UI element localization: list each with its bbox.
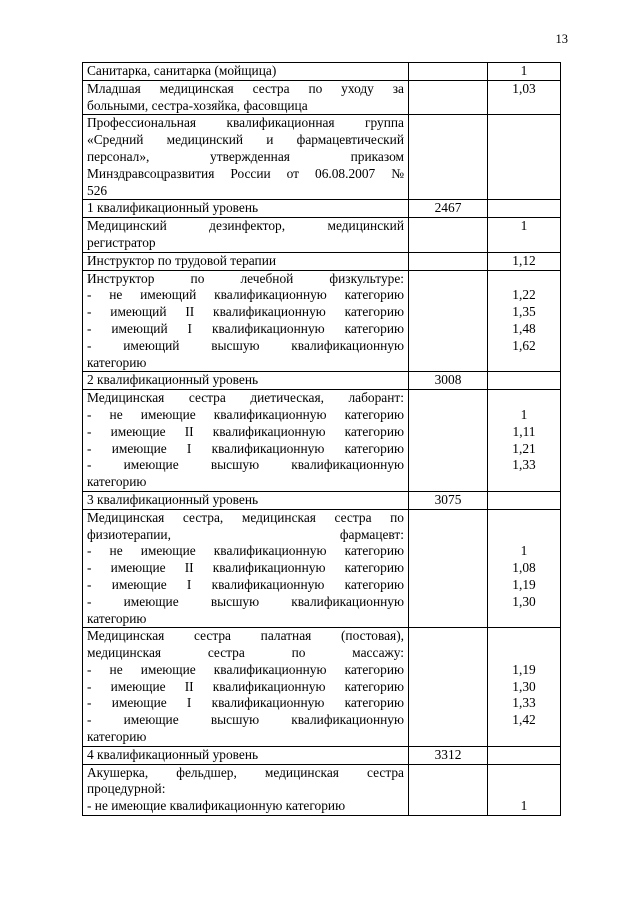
table-row — [83, 764, 561, 815]
table-row — [83, 509, 561, 628]
position-text-line: категорию — [87, 610, 147, 626]
position-text-line: - имеющие I квалификационную категорию — [87, 576, 404, 592]
position-text-line: 3 квалификационный уровень — [87, 491, 259, 507]
position-cell — [83, 252, 409, 270]
page-number: 13 — [555, 32, 568, 46]
table-row — [83, 63, 561, 81]
position-text-line: - имеющий высшую квалификационную — [87, 337, 404, 353]
position-text-line: - имеющие II квалификационную категорию — [87, 560, 404, 576]
base-salary-cell — [409, 200, 488, 218]
position-text-line: - имеющие высшую квалификационную — [87, 593, 404, 609]
coefficient-value: 1,30 — [512, 678, 536, 694]
base-salary-cell — [409, 252, 488, 270]
table-row — [83, 270, 561, 372]
position-cell — [83, 372, 409, 390]
base-salary-value: 3075 — [434, 491, 462, 507]
position-text-line: Профессиональная квалификационная группа — [87, 115, 404, 131]
coefficient-value: 1 — [520, 218, 528, 234]
coefficient-cell — [488, 63, 561, 81]
coefficient-value: 1,48 — [512, 320, 536, 336]
position-text-line: Санитарка, санитарка (мойщица) — [87, 63, 277, 78]
coefficient-cell — [488, 491, 561, 509]
position-cell — [83, 628, 409, 747]
position-text-line: - не имеющие квалификационную категорию — [87, 798, 346, 814]
position-text-line: физиотерапии, фармацевт: — [87, 526, 404, 542]
coefficient-cell — [488, 115, 561, 200]
position-text-line: - не имеющий квалификационную категорию — [87, 287, 404, 303]
table-row — [83, 491, 561, 509]
coefficient-value: 1 — [520, 798, 528, 814]
position-cell — [83, 270, 409, 372]
coefficient-value: 1,21 — [512, 440, 536, 456]
spacer — [492, 390, 556, 407]
position-text-line: - имеющие I квалификационную категорию — [87, 440, 404, 456]
position-text-line: медицинская сестра по массажу: — [87, 645, 404, 661]
table-row — [83, 746, 561, 764]
spacer — [492, 271, 556, 288]
coefficient-cell — [488, 270, 561, 372]
coefficient-cell — [488, 252, 561, 270]
coefficient-value: 1,19 — [512, 576, 536, 592]
coefficient-value: 1,11 — [512, 423, 536, 439]
coefficient-cell — [488, 390, 561, 492]
base-salary-value: 3008 — [434, 372, 462, 388]
coefficient-value: 1,33 — [512, 695, 536, 711]
position-cell — [83, 491, 409, 509]
position-text-line: 526 — [87, 182, 108, 198]
base-salary-cell — [409, 491, 488, 509]
coefficient-value: 1,22 — [512, 287, 536, 303]
spacer — [492, 510, 556, 527]
table-row — [83, 372, 561, 390]
coefficient-value: 1,62 — [512, 337, 536, 353]
base-salary-value: 2467 — [434, 200, 462, 216]
position-text-line: - имеющие II квалификационную категорию — [87, 423, 404, 439]
coefficient-value: 1 — [520, 543, 528, 559]
position-text-line: регистратор — [87, 234, 156, 250]
coefficient-cell — [488, 509, 561, 628]
base-salary-cell — [409, 63, 488, 81]
table-body — [83, 63, 561, 816]
position-text-line: 4 квалификационный уровень — [87, 746, 259, 762]
position-text-line: - имеющий II квалификационную категорию — [87, 304, 404, 320]
table-row — [83, 252, 561, 270]
position-cell — [83, 764, 409, 815]
coefficient-cell — [488, 628, 561, 747]
table-row — [83, 200, 561, 218]
position-text-line: 1 квалификационный уровень — [87, 200, 259, 216]
position-text-line: Медицинская сестра диетическая, лаборант: — [87, 390, 404, 406]
coefficient-cell — [488, 764, 561, 815]
table-row — [83, 218, 561, 253]
position-cell — [83, 200, 409, 218]
table-row — [83, 390, 561, 492]
coefficient-value: 1,35 — [512, 304, 536, 320]
position-cell — [83, 509, 409, 628]
coefficient-value: 1,30 — [512, 593, 536, 609]
position-cell — [83, 63, 409, 81]
position-text-line: - имеющие высшую квалификационную — [87, 712, 404, 728]
coefficient-cell — [488, 80, 561, 115]
base-salary-cell — [409, 390, 488, 492]
position-cell — [83, 115, 409, 200]
position-cell — [83, 746, 409, 764]
position-text-line: категорию — [87, 729, 147, 745]
coefficient-cell — [488, 200, 561, 218]
position-text-line: Медицинская сестра палатная (постовая), — [87, 628, 404, 644]
position-text-line: - не имеющие квалификационную категорию — [87, 661, 404, 677]
base-salary-cell — [409, 764, 488, 815]
base-salary-cell — [409, 270, 488, 372]
position-text-line: Акушерка, фельдшер, медицинская сестра — [87, 764, 404, 780]
spacer — [492, 765, 556, 782]
base-salary-cell — [409, 746, 488, 764]
coefficient-value: 1,08 — [512, 560, 536, 576]
base-salary-value: 3312 — [434, 746, 462, 762]
position-text-line: процедурной: — [87, 781, 166, 797]
position-text-line: - не имеющие квалификационную категорию — [87, 543, 404, 559]
position-text-line: - имеющие II квалификационную категорию — [87, 678, 404, 694]
position-cell — [83, 218, 409, 253]
position-text-line: - не имеющие квалификационную категорию — [87, 406, 404, 422]
position-text-line: «Средний медицинский и фармацевтический — [87, 132, 404, 148]
table-row — [83, 115, 561, 200]
coefficient-cell — [488, 372, 561, 390]
position-text-line: - имеющие высшую квалификационную — [87, 457, 404, 473]
base-salary-cell — [409, 80, 488, 115]
position-text-line: Минздравсоцразвития России от 06.08.2007 № — [87, 165, 404, 181]
spacer — [492, 628, 556, 645]
position-cell — [83, 80, 409, 115]
position-text-line: категорию — [87, 354, 147, 370]
coefficient-value: 1 — [520, 406, 528, 422]
coefficient-value: 1,33 — [512, 457, 536, 473]
coefficient-value: 1,42 — [512, 712, 536, 728]
position-text-line: персонал», утвержденная приказом — [87, 148, 404, 164]
base-salary-cell — [409, 509, 488, 628]
spacer — [492, 527, 556, 544]
position-text-line: - имеющий I квалификационную категорию — [87, 320, 404, 336]
coefficient-value: 1 — [520, 63, 528, 78]
coefficient-cell — [488, 218, 561, 253]
position-text-line: Младшая медицинская сестра по уходу за — [87, 80, 404, 96]
base-salary-cell — [409, 628, 488, 747]
position-cell — [83, 390, 409, 492]
table-row — [83, 628, 561, 747]
position-text-line: Медицинская сестра, медицинская сестра по — [87, 509, 404, 525]
base-salary-cell — [409, 372, 488, 390]
coefficient-value: 1,19 — [512, 661, 536, 677]
table-row — [83, 80, 561, 115]
position-text-line: Инструктор по трудовой терапии — [87, 252, 277, 268]
base-salary-cell — [409, 218, 488, 253]
position-text-line: Медицинский дезинфектор, медицинский — [87, 218, 404, 234]
position-text-line: больными, сестра-хозяйка, фасовщица — [87, 97, 308, 113]
coefficient-value: 1,12 — [512, 252, 536, 268]
spacer — [492, 645, 556, 662]
position-text-line: категорию — [87, 474, 147, 490]
base-salary-cell — [409, 115, 488, 200]
coefficient-value: 1,03 — [512, 80, 536, 96]
position-text-line: 2 квалификационный уровень — [87, 372, 259, 388]
position-text-line: - имеющие I квалификационную категорию — [87, 695, 404, 711]
coefficient-cell — [488, 746, 561, 764]
salary-coefficient-table — [82, 62, 561, 816]
spacer — [492, 781, 556, 798]
position-text-line: Инструктор по лечебной физкультуре: — [87, 270, 404, 286]
